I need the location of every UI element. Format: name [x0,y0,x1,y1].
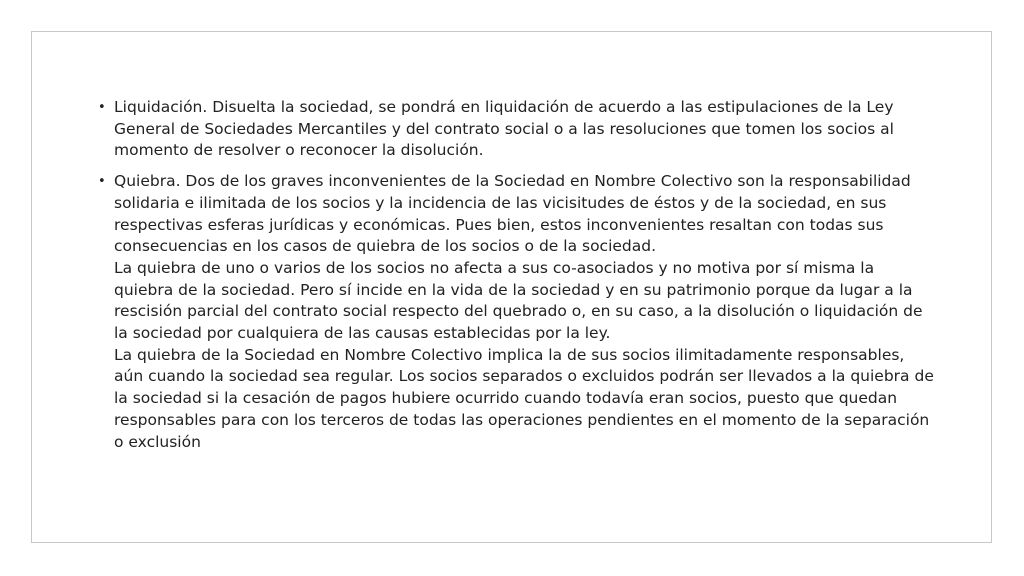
bullet-list [94,97,934,453]
bullet-paragraph: Quiebra. Dos de los graves inconvenientes de la Sociedad en Nombre Colectivo son la responsabilidad solidaria e ilimitada de los socios y la incidencia de las vicisitudes de éstos y de la sociedad, en sus respectivas esferas jurídicas y económicas. Pues bien, estos inconvenientes resaltan con todas sus consecuencias en los casos de quiebra de los socios o de la sociedad. [114,172,911,256]
bullet-item-liquidacion [94,97,934,162]
bullet-icon: • [98,100,106,115]
slide-content [94,97,934,462]
bullet-icon: • [98,174,106,190]
bullet-paragraph: La quiebra de la Sociedad en Nombre Colectivo implica la de sus socios ilimitadamente responsables, aún cuando la sociedad sea regular. Los socios separados o excluidos podrán ser llevados a la quiebra de la sociedad si la cesación de pagos hubiere ocurrido cuando todavía eran socios, puesto que quedan responsables para con los terceros de todas las operaciones pendientes en el momento de la separación o exclusión [114,345,934,451]
bullet-paragraph: La quiebra de uno o varios de los socios no afecta a sus co-asociados y no motiva por sí misma la quiebra de la sociedad. Pero sí incide en la vida de la sociedad y en su patrimonio porque da lugar a la rescisión parcial del contrato social respecto del quebrado o, en su caso, a la disolución o liquidación de la sociedad por cualquiera de las causas establecidas por la ley. [114,258,923,343]
bullet-item-quiebra [94,171,934,453]
bullet-paragraph: Liquidación. Disuelta la sociedad, se pondrá en liquidación de acuerdo a las estipulaciones de la Ley General de Sociedades Mercantiles y del contrato social o a las resoluciones que tomen los socios al momento de resolver o reconocer la disolución. [114,98,894,160]
